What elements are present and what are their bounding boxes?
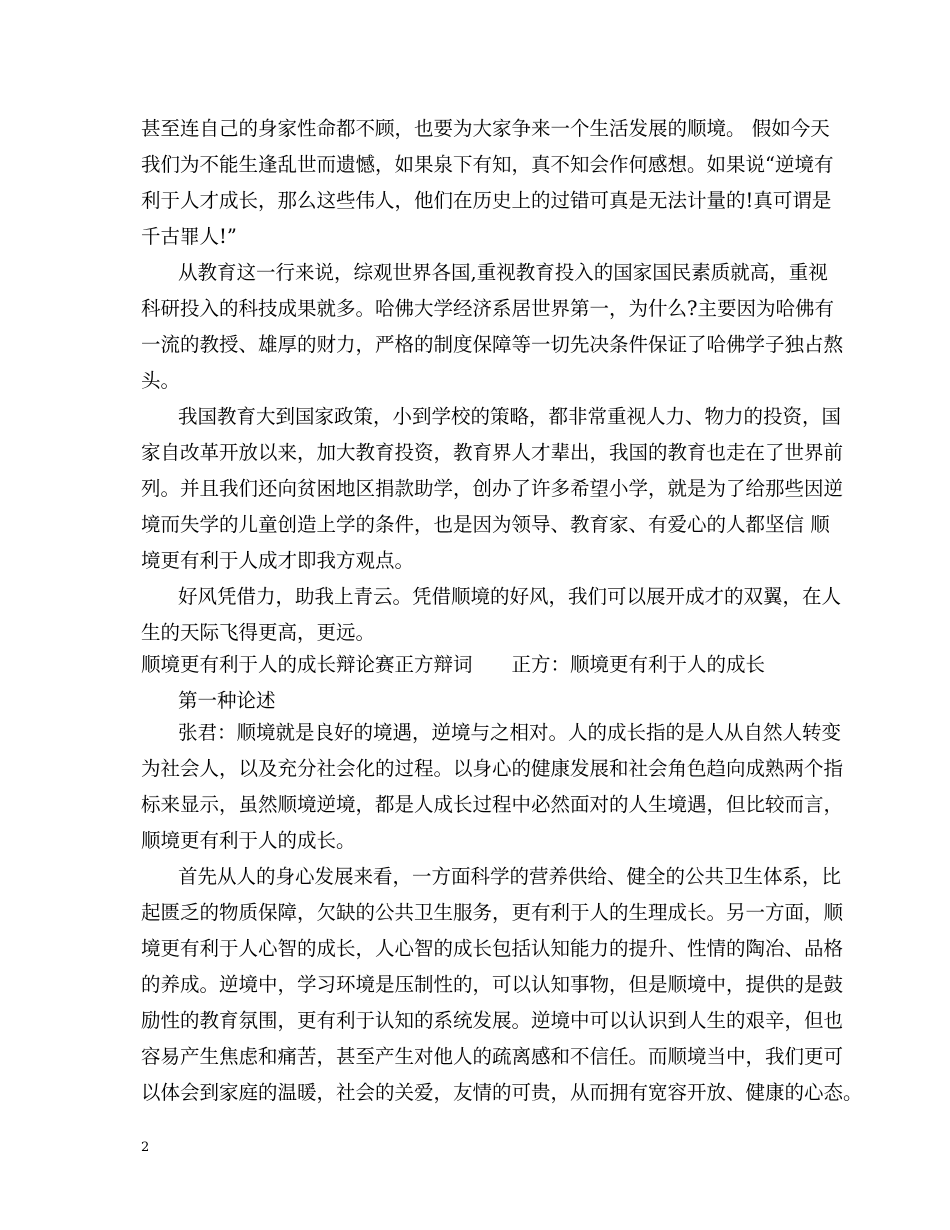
text-line: 一流的教授、雄厚的财力，严格的制度保障等一切先决条件保证了哈佛学子独占熬 (141, 333, 844, 356)
text-line: 以体会到家庭的温暖，社会的关爱，友情的可贵，从而拥有宽容开放、健康的心态。 (141, 1081, 863, 1104)
text-line: 利于人才成长，那么这些伟人，他们在历史上的过错可真是无法计量的!真可谓是 (141, 189, 832, 212)
page-number: 2 (141, 1140, 150, 1155)
text-line: 境而失学的儿童创造上学的条件，也是因为领导、教育家、有爱心的人都坚信 顺 (141, 513, 830, 536)
text-line: 标来显示，虽然顺境逆境，都是人成长过程中必然面对的人生境遇，但比较而言， (141, 793, 844, 816)
text-line: 从教育这一行来说，综观世界各国,重视教育投入的国家国民素质就高，重视 (178, 261, 828, 284)
text-line: 顺境更有利于人的成长。 (141, 829, 356, 852)
text-line: 我们为不能生逢乱世而遗憾，如果泉下有知，真不知会作何感想。如果说“逆境有 (141, 153, 834, 176)
subsection-heading: 第一种论述 (178, 689, 276, 712)
text-line: 千古罪人!” (141, 225, 237, 248)
text-line: 起匮乏的物质保障，欠缺的公共卫生服务，更有利于人的生理成长。另一方面，顺 (141, 901, 844, 924)
text-line: 境更有利于人心智的成长，人心智的成长包括认知能力的提升、性情的陶冶、品格 (141, 937, 844, 960)
text-line: 甚至连自己的身家性命都不顾，也要为大家争来一个生活发展的顺境。 假如今天 (141, 117, 830, 140)
text-line: 我国教育大到国家政策，小到学校的策略，都非常重视人力、物力的投资，国 (178, 405, 842, 428)
text-line: 张君：顺境就是良好的境遇，逆境与之相对。人的成长指的是人从自然人转变 (178, 721, 842, 744)
section-heading: 顺境更有利于人的成长辩论赛正方辩词 正方：顺境更有利于人的成长 (141, 653, 766, 676)
text-line: 头。 (141, 369, 181, 392)
text-line: 家自改革开放以来，加大教育投资，教育界人才辈出，我国的教育也走在了世界前 (141, 441, 844, 464)
text-line: 为社会人，以及充分社会化的过程。以身心的健康发展和社会角色趋向成熟两个指 (141, 757, 844, 780)
text-line: 生的天际飞得更高，更远。 (141, 621, 376, 644)
text-line: 的养成。逆境中，学习环境是压制性的，可以认知事物，但是顺境中，提供的是鼓 (141, 973, 844, 996)
text-line: 境更有利于人成才即我方观点。 (141, 549, 415, 572)
text-line: 列。并且我们还向贫困地区捐款助学，创办了许多希望小学，就是为了给那些因逆 (141, 477, 844, 500)
text-line: 首先从人的身心发展来看，一方面科学的营养供给、健全的公共卫生体系，比 (178, 865, 842, 888)
text-line: 科研投入的科技成果就多。哈佛大学经济系居世界第一，为什么?主要因为哈佛有 (141, 297, 834, 320)
text-line: 容易产生焦虑和痛苦，甚至产生对他人的疏离感和不信任。而顺境当中，我们更可 (141, 1045, 844, 1068)
text-line: 励性的教育氛围，更有利于认知的系统发展。逆境中可以认识到人生的艰辛，但也 (141, 1009, 844, 1032)
text-line: 好风凭借力，助我上青云。凭借顺境的好风，我们可以展开成才的双翼，在人 (178, 585, 842, 608)
